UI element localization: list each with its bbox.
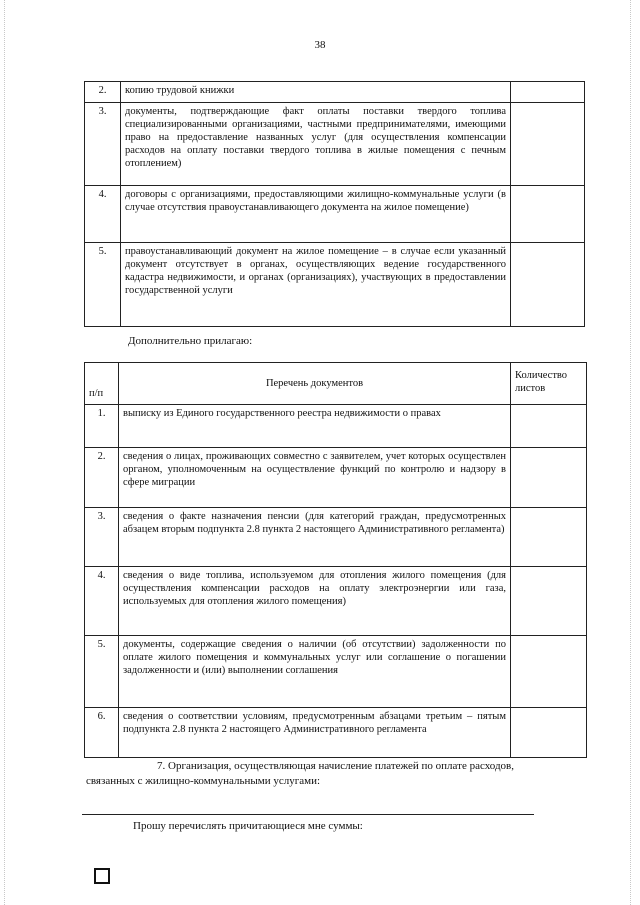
row-number: 5.	[85, 636, 119, 708]
sheet-count-cell[interactable]	[511, 82, 585, 103]
document-description: сведения о факте назначения пенсии (для категорий граждан, предусмотренных абзацем вторым подпункта 2.8 пункта 2 настоящего Административного регламента)	[119, 508, 511, 567]
table-row	[85, 82, 585, 103]
document-description: правоустанавливающий документ на жилое помещение – в случае если указанный документ отсутствует в органах, осуществляющих ведение государственного кадастра недвижимости, и органах (организациях), участвующих в предоставлении государственной услуги	[121, 243, 511, 327]
left-margin-dotted-line	[4, 0, 6, 905]
sheet-count-cell[interactable]	[511, 567, 587, 636]
row-number: 1.	[85, 405, 119, 448]
row-number: 3.	[85, 508, 119, 567]
row-number: 2.	[85, 448, 119, 508]
table-row	[85, 103, 585, 186]
document-description: копию трудовой книжки	[121, 82, 511, 103]
row-number: 5.	[85, 243, 121, 327]
additional-documents-table	[84, 362, 587, 758]
row-number: 3.	[85, 103, 121, 186]
sheet-count-cell[interactable]	[511, 508, 587, 567]
table-row	[85, 405, 587, 448]
table-row	[85, 636, 587, 708]
document-description: выписку из Единого государственного реестра недвижимости о правах	[119, 405, 511, 448]
sheet-count-cell[interactable]	[511, 103, 585, 186]
item-7-heading-line-1: 7. Организация, осуществляющая начисление платежей по оплате расходов,	[157, 760, 514, 772]
sheet-count-cell[interactable]	[511, 405, 587, 448]
additionally-attach-label: Дополнительно прилагаю:	[128, 335, 253, 347]
document-description: сведения о виде топлива, используемом для отопления жилого помещения (для осуществления компенсации расходов на оплату электроэнергии или газа, используемых для отопления жилого помещения)	[119, 567, 511, 636]
column-header-sheet-count: Количество листов	[511, 363, 587, 405]
document-description: сведения о лицах, проживающих совместно с заявителем, учет которых осуществлен органом, уполномоченным на осуществление функций по контролю и надзору в сфере миграции	[119, 448, 511, 508]
column-header-number: п/п	[85, 363, 119, 405]
payment-request-text: Прошу перечислять причитающиеся мне суммы:	[133, 820, 363, 832]
sheet-count-cell[interactable]	[511, 636, 587, 708]
sheet-count-cell[interactable]	[511, 448, 587, 508]
item-7-heading-line-2: связанных с жилищно-коммунальными услугами:	[86, 775, 321, 787]
payment-option-checkbox[interactable]	[94, 868, 110, 884]
sheet-count-cell[interactable]	[511, 243, 585, 327]
row-number: 6.	[85, 708, 119, 758]
documents-table-continued	[84, 81, 585, 327]
row-number: 4.	[85, 567, 119, 636]
row-number: 2.	[85, 82, 121, 103]
column-header-documents: Перечень документов	[119, 363, 511, 405]
document-description: договоры с организациями, предоставляющими жилищно-коммунальные услуги (в случае отсутствия правоустанавливающего документа на жилое помещение)	[121, 186, 511, 243]
table-row	[85, 567, 587, 636]
document-description: документы, подтверждающие факт оплаты поставки твердого топлива специализированными организациями, частными предпринимателями, имеющими право на предоставление названных услуг (для осуществления компенсации расходов на оплату поставки твердого топлива в жилые помещения с печным отоплением)	[121, 103, 511, 186]
table-row	[85, 508, 587, 567]
row-number: 4.	[85, 186, 121, 243]
page-number: 38	[314, 39, 326, 51]
table-row	[85, 243, 585, 327]
document-description: документы, содержащие сведения о наличии (об отсутствии) задолженности по оплате жилого помещения и коммунальных услуг или соглашение о погашении задолженности и (или) выполнении соглашения	[119, 636, 511, 708]
right-margin-dotted-line	[630, 0, 632, 905]
organization-fill-line[interactable]	[82, 814, 534, 815]
table-row	[85, 708, 587, 758]
table-row	[85, 448, 587, 508]
sheet-count-cell[interactable]	[511, 708, 587, 758]
sheet-count-cell[interactable]	[511, 186, 585, 243]
document-description: сведения о соответствии условиям, предусмотренным абзацами третьим – пятым подпункта 2.8 пункта 2 настоящего Административного регламента	[119, 708, 511, 758]
table-header-row	[85, 363, 587, 405]
table-row	[85, 186, 585, 243]
